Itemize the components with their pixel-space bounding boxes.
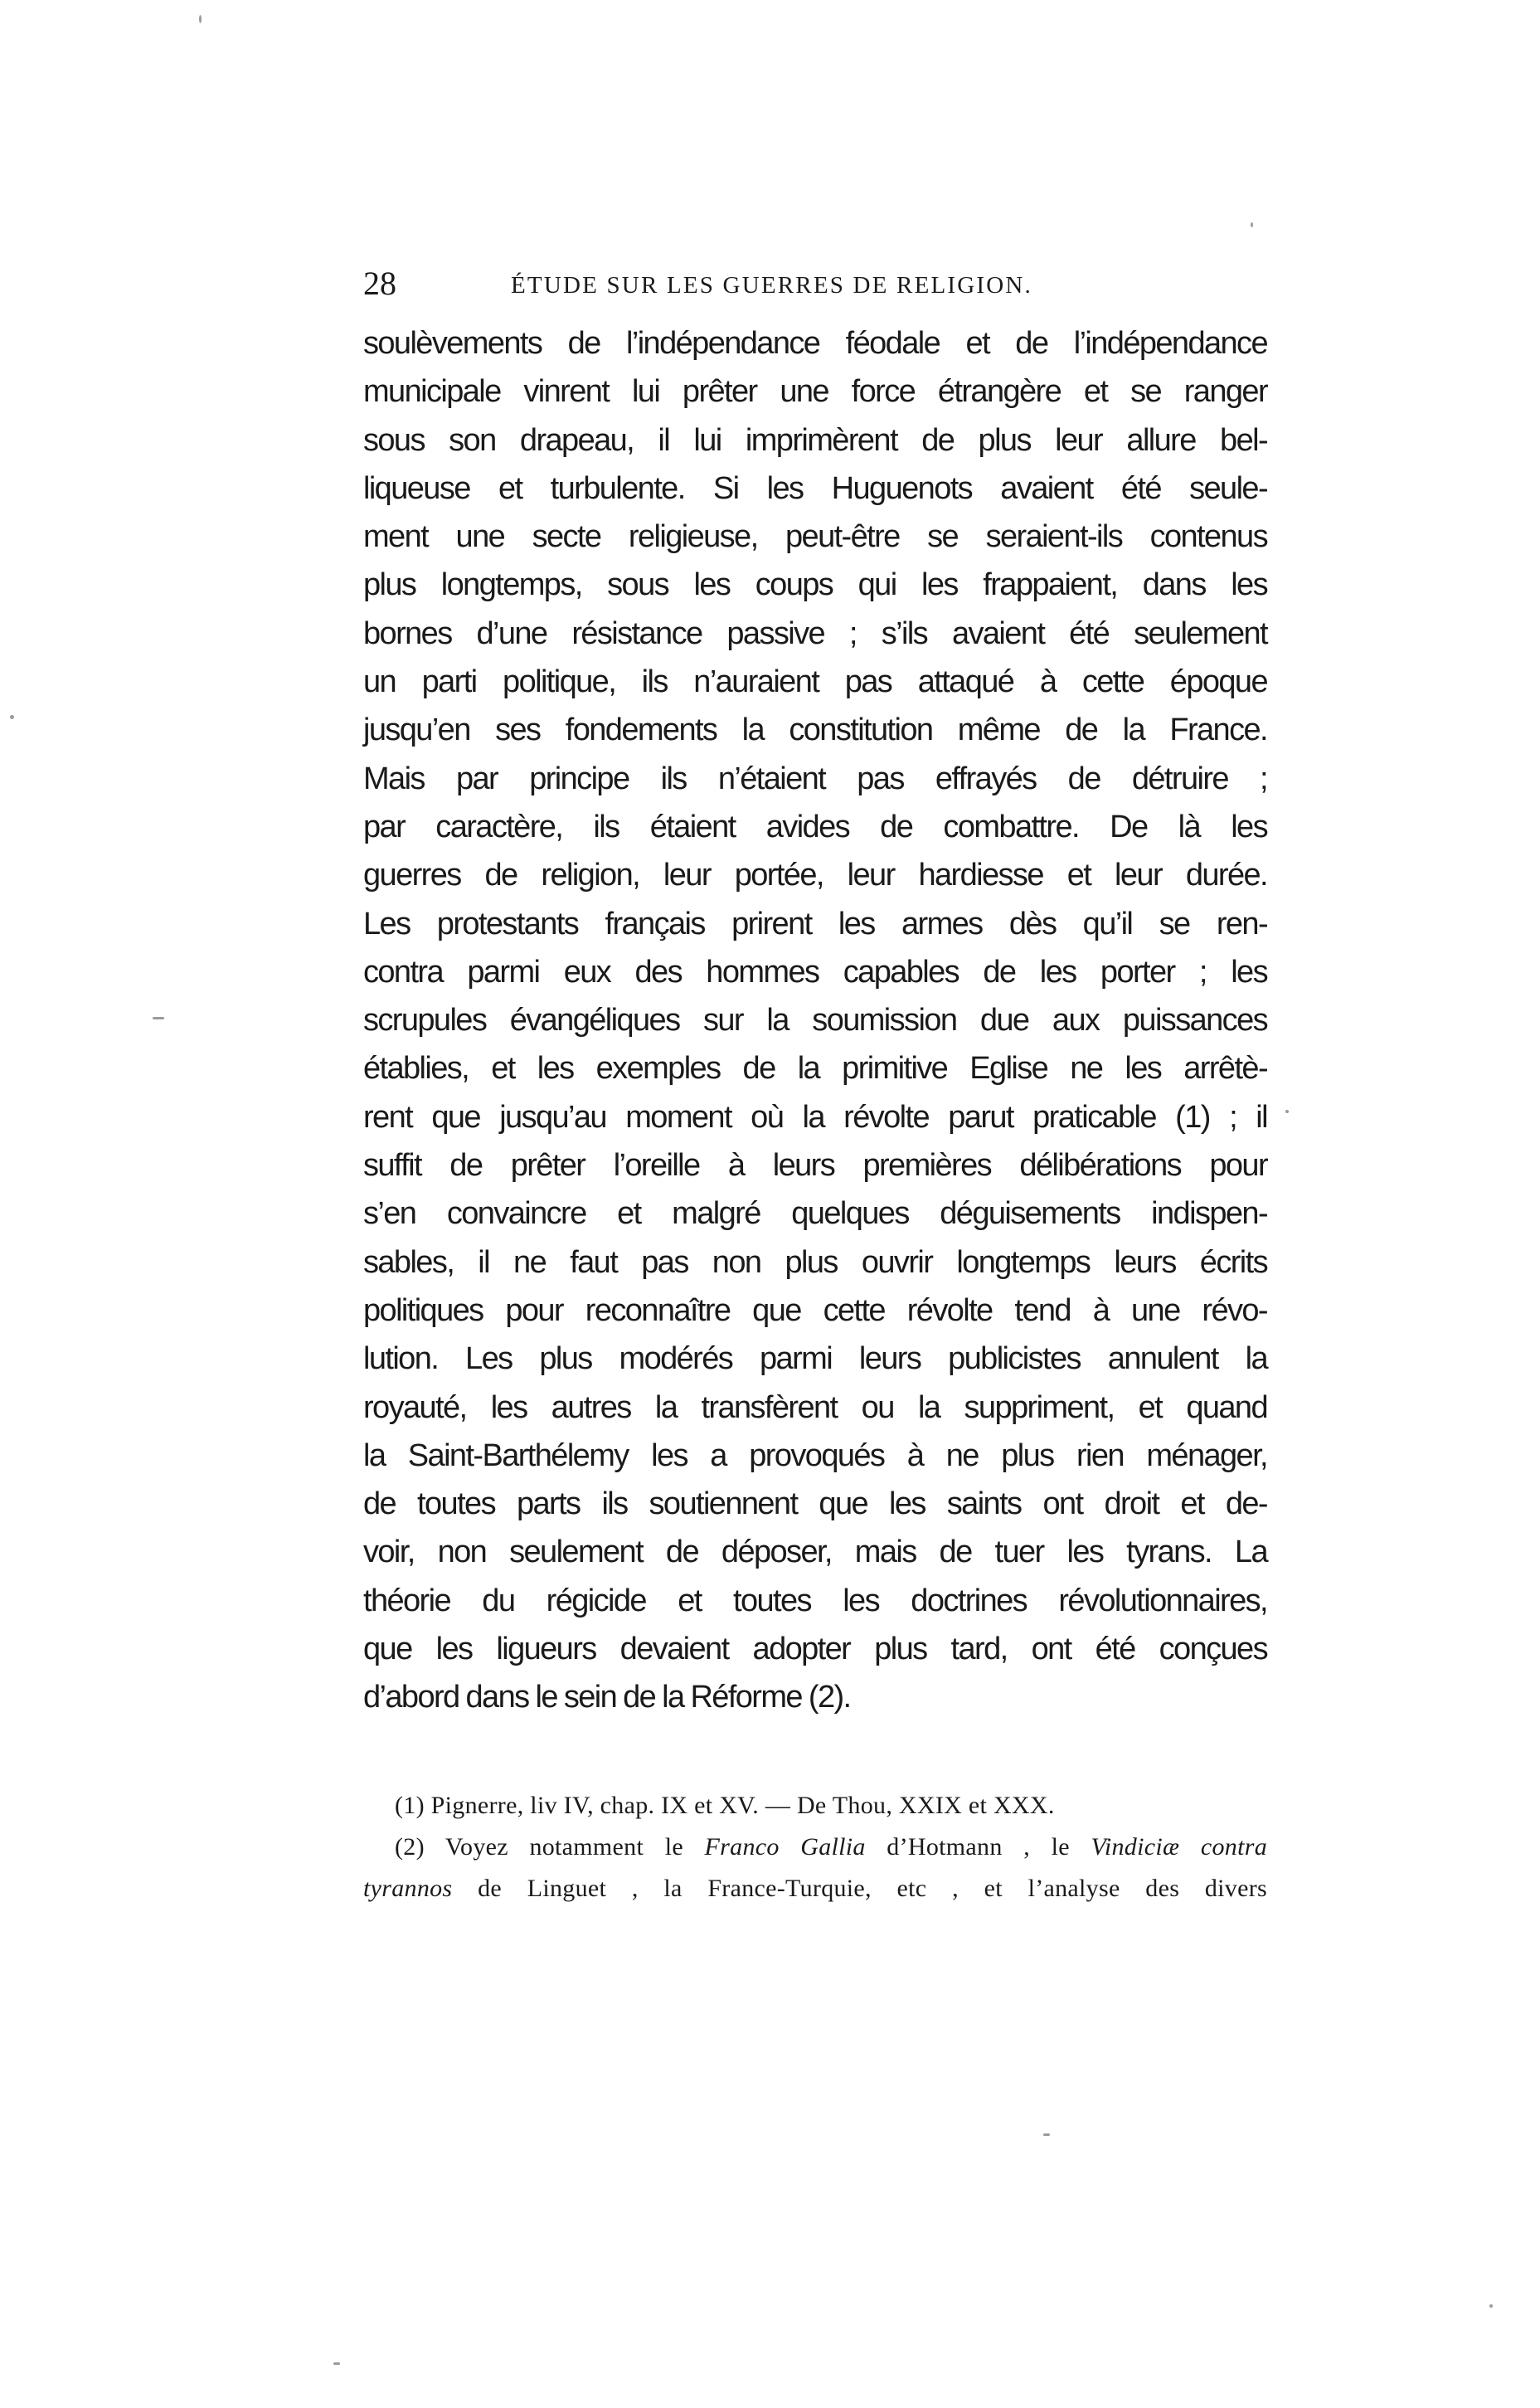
running-head xyxy=(363,264,1267,304)
text-line: contra parmi eux des hommes capables de les porter ; les xyxy=(363,954,1267,990)
text-line: sous son drapeau, il lui imprimèrent de plus leur allure bel- xyxy=(363,422,1267,458)
running-title: ÉTUDE SUR LES GUERRES DE RELIGION. xyxy=(511,272,1033,299)
scan-speck xyxy=(333,2362,340,2365)
footnote-work-title: tyrannos xyxy=(363,1875,453,1902)
text-line: par caractère, ils étaient avides de combattre. De là les xyxy=(363,809,1267,844)
footnote-work-title: Franco Gallia xyxy=(704,1833,866,1861)
text-line: politiques pour reconnaître que cette révolte tend à une révo- xyxy=(363,1292,1267,1328)
text-line: Mais par principe ils n’étaient pas effrayés de détruire ; xyxy=(363,761,1267,796)
footnote-2-line-2 xyxy=(363,1868,1267,1909)
text-line: s’en convaincre et malgré quelques déguisements indispen- xyxy=(363,1196,1267,1232)
text-line: sables, il ne faut pas non plus ouvrir longtemps leurs écrits xyxy=(363,1244,1267,1280)
text-line: que les ligueurs devaient adopter plus tard, ont été conçues xyxy=(363,1632,1267,1667)
footnote-text: de Linguet , la France-Turquie, etc , et l’analyse des divers xyxy=(452,1875,1267,1902)
text-line: établies, et les exemples de la primitive Eglise ne les arrêtè- xyxy=(363,1051,1267,1087)
footnote-text: (2) Voyez notamment le xyxy=(395,1833,705,1861)
scan-speck xyxy=(1251,222,1253,227)
scan-speck xyxy=(199,15,202,23)
text-line: théorie du régicide et toutes les doctrines révolutionnaires, xyxy=(363,1583,1267,1618)
text-line: la Saint-Barthélemy les a provoqués à ne plus rien ménager, xyxy=(363,1438,1267,1473)
footnote-2-line-1 xyxy=(363,1827,1267,1868)
footnote-text: d’Hotmann , le xyxy=(865,1833,1091,1861)
text-line: d’abord dans le sein de la Réforme (2). xyxy=(363,1680,851,1715)
text-line: Les protestants français prirent les armes dès qu’il se ren- xyxy=(363,906,1267,941)
scan-speck xyxy=(1043,2133,1050,2136)
footnote-work-title: Vindiciæ contra xyxy=(1091,1833,1268,1861)
text-line: jusqu’en ses fondements la constitution même de la France. xyxy=(363,713,1267,748)
scan-speck xyxy=(1489,2304,1493,2308)
text-line: lution. Les plus modérés parmi leurs publicistes annulent la xyxy=(363,1341,1267,1377)
body-paragraph xyxy=(363,319,1267,1722)
text-line: de toutes parts ils soutiennent que les saints ont droit et de- xyxy=(363,1486,1267,1522)
text-line: bornes d’une résistance passive ; s’ils avaient été seulement xyxy=(363,615,1267,651)
text-line: soulèvements de l’indépendance féodale et de l’indépendance xyxy=(363,326,1267,361)
text-line: municipale vinrent lui prêter une force étrangère et se ranger xyxy=(363,374,1267,410)
scan-speck xyxy=(1285,1110,1289,1113)
text-line: royauté, les autres la transfèrent ou la suppriment, et quand xyxy=(363,1389,1267,1425)
text-line: un parti politique, ils n’auraient pas attaqué à cette époque xyxy=(363,664,1267,700)
text-line: suffit de prêter l’oreille à leurs premières délibérations pour xyxy=(363,1148,1267,1184)
scan-speck xyxy=(10,715,14,719)
text-line: liqueuse et turbulente. Si les Huguenots avaient été seule- xyxy=(363,470,1267,506)
page-number: 28 xyxy=(363,265,396,302)
text-line: ment une secte religieuse, peut-être se seraient-ils contenus xyxy=(363,519,1267,555)
footnotes xyxy=(363,1785,1267,1909)
text-line: plus longtemps, sous les coups qui les frappaient, dans les xyxy=(363,567,1267,603)
scan-speck xyxy=(153,1017,164,1019)
text-line: scrupules évangéliques sur la soumission due aux puissances xyxy=(363,1003,1267,1039)
text-line: guerres de religion, leur portée, leur hardiesse et leur durée. xyxy=(363,858,1267,893)
footnote-1: (1) Pignerre, liv IV, chap. IX et XV. — De Thou, XXIX et XXX. xyxy=(395,1792,1055,1819)
text-line: rent que jusqu’au moment où la révolte parut praticable (1) ; il xyxy=(363,1099,1267,1135)
text-line: voir, non seulement de déposer, mais de tuer les tyrans. La xyxy=(363,1535,1267,1570)
